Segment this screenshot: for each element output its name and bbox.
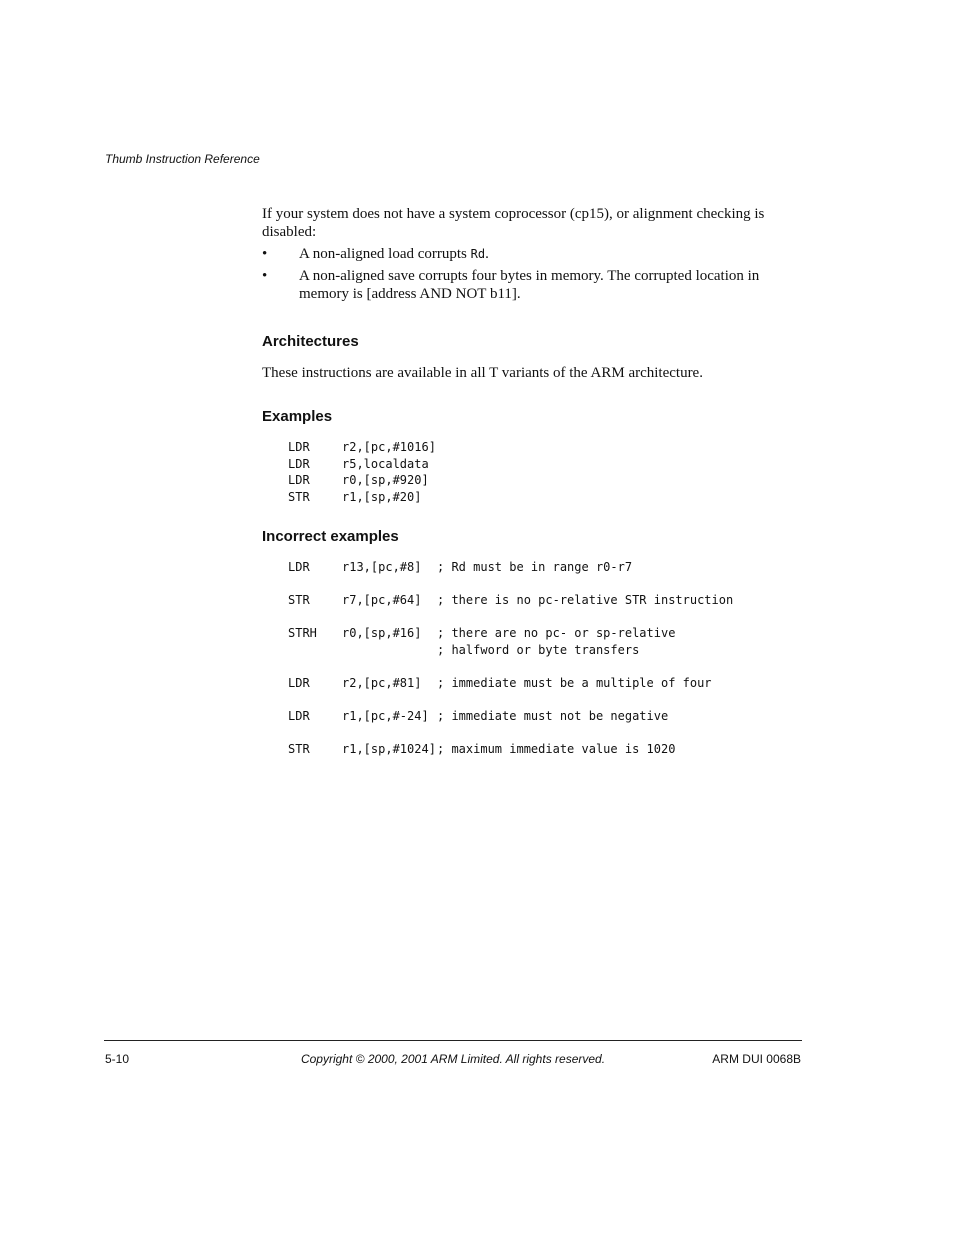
operands: r1,[pc,#-24] bbox=[342, 708, 429, 723]
code-comment: ; immediate must be a multiple of four bbox=[437, 675, 712, 690]
code-comment: ; maximum immediate value is 1020 bbox=[437, 741, 676, 756]
operands: r7,[pc,#64] bbox=[342, 593, 422, 607]
operands: r1,[sp,#1024] bbox=[342, 741, 436, 756]
mnemonic: LDR bbox=[288, 456, 310, 471]
operands: r2,[pc,#1016] bbox=[342, 440, 436, 454]
mnemonic: LDR bbox=[288, 473, 310, 487]
code-line bbox=[288, 675, 802, 692]
mnemonic: STR bbox=[288, 741, 310, 756]
list-item bbox=[262, 245, 802, 263]
mnemonic: STR bbox=[288, 489, 310, 504]
architectures-text: These instructions are available in all T variants of the ARM architecture. bbox=[262, 365, 703, 381]
code-comment: ; halfword or byte transfers bbox=[437, 642, 640, 657]
inline-code: Rd bbox=[470, 247, 486, 261]
mnemonic: STRH bbox=[288, 626, 317, 640]
architectures-heading: Architectures bbox=[262, 333, 359, 350]
code-comment: ; Rd must be in range r0-r7 bbox=[437, 560, 633, 574]
operands: r1,[sp,#20] bbox=[342, 489, 422, 504]
bullet-text: A non-aligned save corrupts four bytes in memory. The corrupted location in memory is [address AND NOT b11]. bbox=[299, 268, 760, 302]
operands: r0,[sp,#920] bbox=[342, 473, 429, 487]
code-line bbox=[288, 472, 802, 489]
incorrect-examples-heading: Incorrect examples bbox=[262, 528, 399, 545]
code-line bbox=[288, 456, 802, 473]
code-line bbox=[288, 489, 802, 506]
bullet-text-end: . bbox=[485, 246, 489, 262]
running-header: Thumb Instruction Reference bbox=[105, 152, 260, 166]
mnemonic: LDR bbox=[288, 440, 310, 454]
mnemonic: LDR bbox=[288, 708, 310, 723]
operands: r13,[pc,#8] bbox=[342, 560, 422, 574]
list-item bbox=[262, 267, 802, 303]
page-content bbox=[262, 205, 802, 757]
operands: r5,localdata bbox=[342, 456, 429, 471]
page-number: 5-10 bbox=[105, 1052, 130, 1066]
mnemonic: STR bbox=[288, 593, 310, 607]
incorrect-code-block bbox=[288, 559, 802, 757]
code-comment: ; immediate must not be negative bbox=[437, 708, 669, 723]
code-line bbox=[288, 741, 802, 758]
mnemonic: LDR bbox=[288, 675, 310, 690]
bullet-list bbox=[262, 245, 802, 303]
intro-paragraph: If your system does not have a system coprocessor (cp15), or alignment checking is disabled: bbox=[262, 206, 765, 240]
code-line bbox=[288, 708, 802, 725]
copyright-notice: Copyright © 2000, 2001 ARM Limited. All rights reserved. bbox=[300, 1052, 606, 1066]
bullet-text: A non-aligned load corrupts bbox=[299, 246, 471, 262]
mnemonic: LDR bbox=[288, 560, 310, 574]
footer-rule bbox=[104, 1040, 802, 1041]
examples-code-block bbox=[288, 439, 802, 505]
code-line bbox=[288, 559, 802, 576]
bullet-marker: • bbox=[262, 268, 268, 284]
bullet-marker: • bbox=[262, 246, 268, 262]
code-line bbox=[288, 642, 802, 659]
document-id: ARM DUI 0068B bbox=[712, 1052, 801, 1066]
operands: r2,[pc,#81] bbox=[342, 675, 422, 690]
code-comment: ; there is no pc-relative STR instruction bbox=[437, 593, 734, 607]
examples-heading: Examples bbox=[262, 408, 333, 425]
code-line bbox=[288, 625, 802, 642]
code-line bbox=[288, 439, 802, 456]
code-line bbox=[288, 592, 802, 609]
code-comment: ; there are no pc- or sp-relative bbox=[437, 626, 676, 640]
operands: r0,[sp,#16] bbox=[342, 626, 422, 640]
